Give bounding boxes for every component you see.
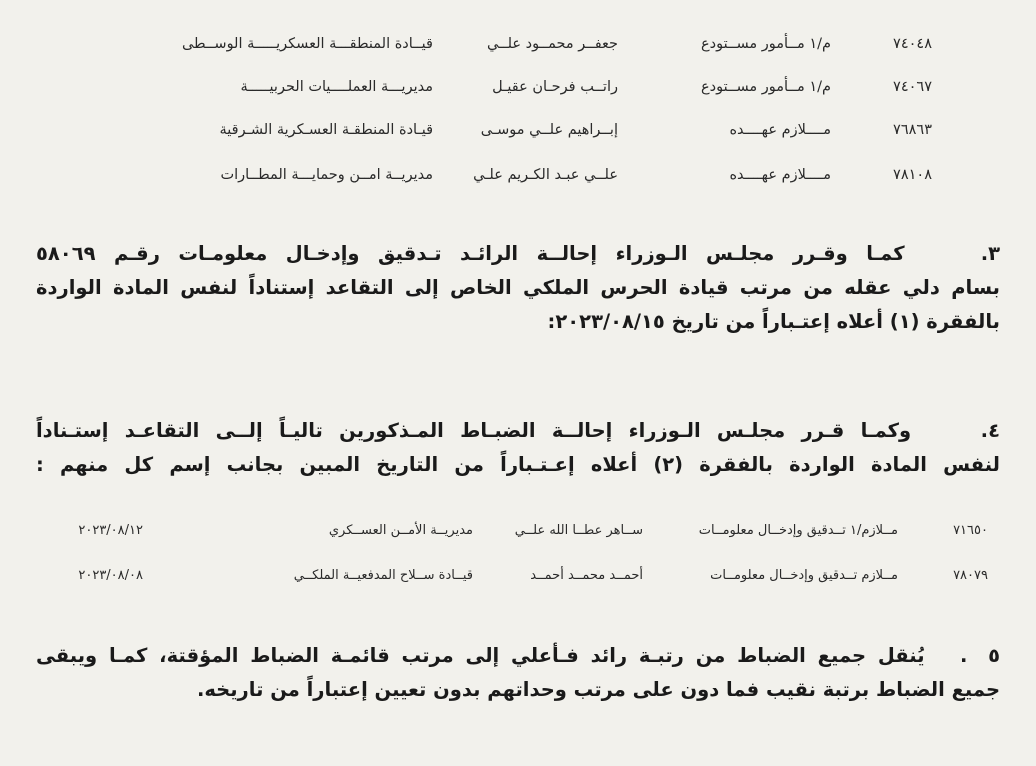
officer-rank: م/١ مــأمور مســتودع (700, 36, 831, 52)
officer-name: إبــراهيم علــي موسـى (480, 122, 618, 138)
officer-unit: قيــادة المنطقـــة العسكريـــــة الوســطى (181, 36, 433, 52)
paragraph-line: جميع الضباط برتبة نقيب فما دون على مرتب وحداتهم بدون تعيين إعتباراً من تاريخه. (196, 678, 1000, 701)
paragraph-line: كمـا وقـرر مجلـس الـوزراء إحالــة الرائـد تـدقيق وإدخـال معلومـات رقـم ٥٨٠٦٩ (36, 242, 905, 265)
officer-unit: مديريــة الأمــن العســكري (328, 523, 473, 538)
officer-unit: قيـادة المنطقـة العسـكرية الشـرقية (219, 122, 433, 138)
officer-unit: قيــادة ســلاح المدفعيــة الملكــي (293, 568, 473, 583)
paragraph-line: وكمـا قـرر مجلـس الـوزراء إحالــة الضبـاط المـذكورين تاليـاً إلــى التقاعـد إستـناداً (36, 419, 912, 442)
paragraph-line: بالفقرة (١) أعلاه إعتـباراً من تاريخ ٢٠٢٣/٠٨/١٥: (547, 310, 1000, 333)
officer-number: ٧٦٨٦٣ (893, 122, 932, 138)
officer-unit: مديريــة امــن وحمايـــة المطــارات (220, 167, 433, 183)
officer-date: ٢٠٢٣/٠٨/١٢ (78, 523, 143, 538)
paragraph-line: يُنقل جميع الضباط من رتبـة رائد فـأعلي إلى مرتب قائمـة الضباط المؤقتة، كمـا ويبقى (36, 644, 925, 667)
officer-number: ٧٨٠٧٩ (953, 568, 988, 583)
paragraph-line: لنفس المادة الواردة بالفقرة (٢) أعلاه إعـتـباراً من التاريخ المبين بجانب إسم كل منهم : (36, 453, 1000, 476)
officer-number: ٧١٦٥٠ (953, 523, 988, 538)
paragraph-line: بسام دلي عقله من مرتب قيادة الحرس الملكي الخاص إلى التقاعد إستناداً لنفس المادة الواردة (36, 276, 1000, 299)
officer-rank: م/١ مــأمور مســتودع (700, 79, 831, 95)
paragraph-3 (36, 237, 1000, 339)
officer-name: جعفــر محمــود علــي (487, 36, 618, 52)
officer-name: راتــب فرحـان عقيـل (492, 79, 618, 95)
officer-rank: مــــلازم عهــــده (729, 167, 831, 183)
officer-name: ســاهر عطــا الله علــي (514, 523, 643, 538)
officer-rank: مــلازم/١ تــدقيق وإدخــال معلومــات (698, 523, 898, 538)
officer-date: ٢٠٢٣/٠٨/٠٨ (78, 568, 143, 583)
paragraph-number: ٣. (980, 242, 1001, 265)
paragraph-number: ٥ . (959, 644, 1000, 667)
officer-rank: مــلازم تــدقيق وإدخــال معلومــات (710, 568, 898, 583)
officer-rank: مــــلازم عهــــده (729, 122, 831, 138)
paragraph-number: ٤. (980, 419, 1000, 442)
paragraph-4 (36, 414, 1000, 482)
officer-name: أحمــد محمــد أحمــد (530, 568, 643, 583)
officer-number: ٧٤٠٦٧ (893, 79, 932, 95)
officer-number: ٧٨١٠٨ (893, 167, 932, 183)
officer-name: علــي عبـد الكـريم علـي (473, 167, 618, 183)
officer-unit: مديريـــة العملــــيات الحربيـــــة (240, 79, 433, 95)
officer-number: ٧٤٠٤٨ (893, 36, 932, 52)
paragraph-5 (36, 639, 1000, 707)
